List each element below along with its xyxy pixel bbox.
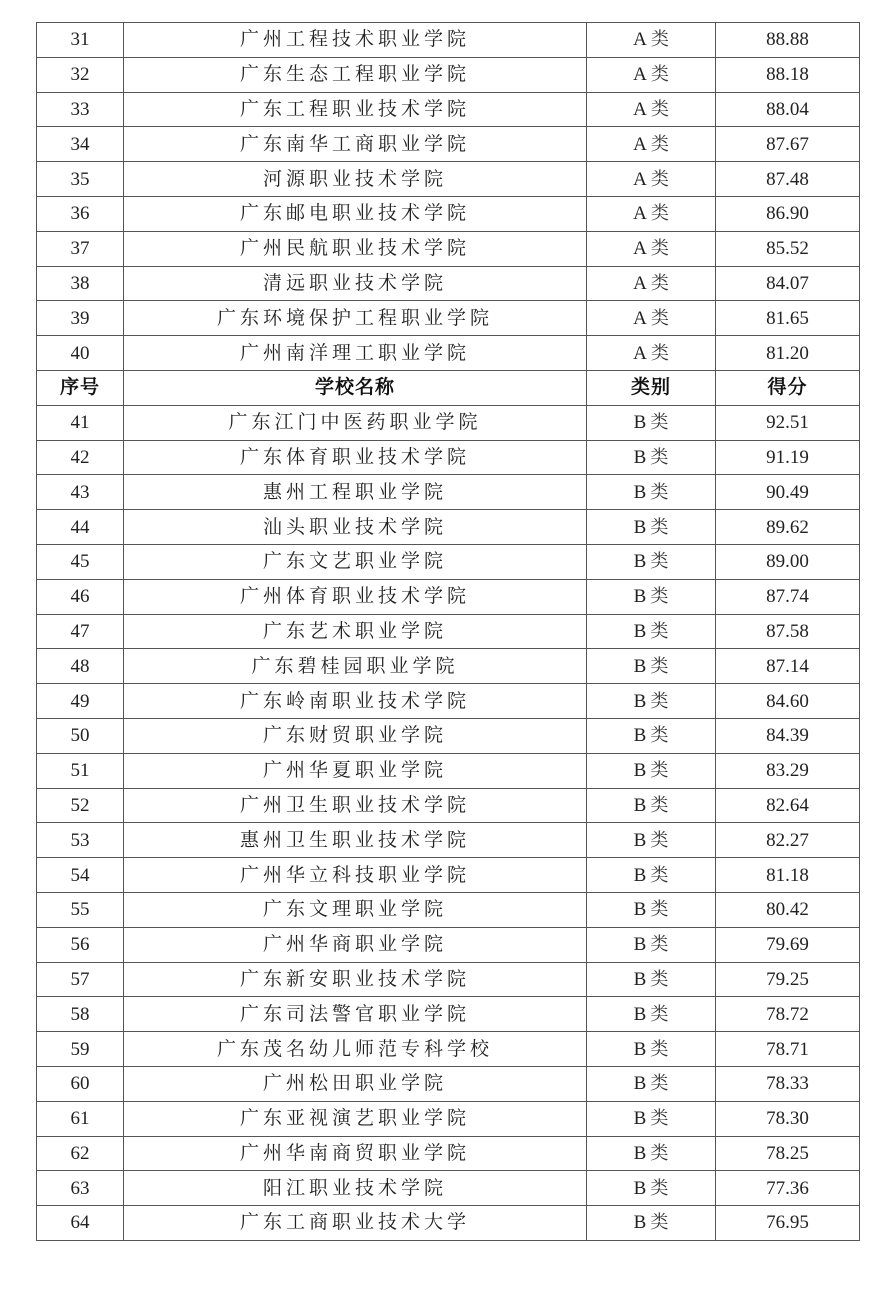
row-number: 45 — [37, 544, 124, 579]
category-letter: A — [633, 342, 647, 364]
header-no: 序号 — [37, 370, 124, 405]
table-row — [37, 510, 860, 545]
category-b-header — [37, 370, 860, 405]
category-letter: B — [633, 899, 647, 921]
score: 84.07 — [716, 266, 860, 301]
category-suffix: 类 — [650, 516, 669, 538]
table-row — [37, 127, 860, 162]
row-number: 42 — [37, 440, 124, 475]
category — [587, 57, 716, 92]
category-letter: B — [633, 446, 647, 468]
category-suffix: 类 — [650, 1003, 669, 1025]
row-number: 56 — [37, 927, 124, 962]
table-row — [37, 1206, 860, 1241]
table-header-row — [37, 370, 860, 405]
category-suffix: 类 — [650, 690, 669, 712]
school-name: 广东工程职业技术学院 — [124, 92, 587, 127]
category — [587, 1066, 716, 1101]
school-name: 广东体育职业技术学院 — [124, 440, 587, 475]
school-name: 广东邮电职业技术学院 — [124, 196, 587, 231]
category-letter: B — [633, 1142, 647, 1164]
score: 87.48 — [716, 162, 860, 197]
category-suffix: 类 — [650, 725, 669, 747]
school-name: 广东南华工商职业学院 — [124, 127, 587, 162]
school-name: 广州民航职业技术学院 — [124, 231, 587, 266]
score: 90.49 — [716, 475, 860, 510]
category-letter: B — [633, 1003, 647, 1025]
school-name: 广东亚视演艺职业学院 — [124, 1101, 587, 1136]
score: 88.04 — [716, 92, 860, 127]
category — [587, 753, 716, 788]
score: 81.65 — [716, 301, 860, 336]
category — [587, 892, 716, 927]
category-suffix: 类 — [650, 238, 669, 260]
category — [587, 614, 716, 649]
row-number: 59 — [37, 1032, 124, 1067]
category-letter: A — [633, 133, 647, 155]
score: 85.52 — [716, 231, 860, 266]
table-row — [37, 544, 860, 579]
category-letter: A — [633, 203, 647, 225]
category — [587, 997, 716, 1032]
school-name: 广东艺术职业学院 — [124, 614, 587, 649]
category — [587, 718, 716, 753]
category-letter: B — [633, 829, 647, 851]
category — [587, 823, 716, 858]
table-row — [37, 1066, 860, 1101]
table-row — [37, 1136, 860, 1171]
school-name: 广州华夏职业学院 — [124, 753, 587, 788]
category-letter: A — [633, 64, 647, 86]
score: 88.18 — [716, 57, 860, 92]
score: 82.64 — [716, 788, 860, 823]
category — [587, 405, 716, 440]
category — [587, 788, 716, 823]
table-row — [37, 196, 860, 231]
row-number: 38 — [37, 266, 124, 301]
category-letter: B — [633, 412, 647, 434]
table-row — [37, 997, 860, 1032]
category-letter: B — [633, 620, 647, 642]
school-name: 广东工商职业技术大学 — [124, 1206, 587, 1241]
row-number: 64 — [37, 1206, 124, 1241]
category-letter: B — [633, 655, 647, 677]
header-school-name: 学校名称 — [124, 370, 587, 405]
score: 78.33 — [716, 1066, 860, 1101]
category-suffix: 类 — [650, 655, 669, 677]
table-row — [37, 788, 860, 823]
category — [587, 266, 716, 301]
table-row — [37, 823, 860, 858]
category-a-rows — [37, 23, 860, 371]
score: 89.00 — [716, 544, 860, 579]
category-letter: A — [633, 307, 647, 329]
score: 89.62 — [716, 510, 860, 545]
category-letter: B — [633, 725, 647, 747]
category-letter: A — [633, 168, 647, 190]
category-letter: B — [633, 1212, 647, 1234]
category — [587, 1101, 716, 1136]
score: 83.29 — [716, 753, 860, 788]
school-name: 广东江门中医药职业学院 — [124, 405, 587, 440]
school-name: 广东岭南职业技术学院 — [124, 684, 587, 719]
school-name: 广州华商职业学院 — [124, 927, 587, 962]
school-name: 广东司法警官职业学院 — [124, 997, 587, 1032]
row-number: 50 — [37, 718, 124, 753]
score: 81.18 — [716, 858, 860, 893]
category-suffix: 类 — [650, 64, 669, 86]
score: 78.72 — [716, 997, 860, 1032]
table-row — [37, 684, 860, 719]
category-suffix: 类 — [650, 342, 669, 364]
category — [587, 23, 716, 58]
table-row — [37, 162, 860, 197]
category-suffix: 类 — [650, 968, 669, 990]
score: 79.69 — [716, 927, 860, 962]
table-row — [37, 892, 860, 927]
category — [587, 475, 716, 510]
school-name: 惠州卫生职业技术学院 — [124, 823, 587, 858]
school-name: 广东生态工程职业学院 — [124, 57, 587, 92]
category-letter: B — [633, 1177, 647, 1199]
row-number: 46 — [37, 579, 124, 614]
school-name: 广东茂名幼儿师范专科学校 — [124, 1032, 587, 1067]
category-letter: B — [633, 1073, 647, 1095]
category — [587, 858, 716, 893]
category-suffix: 类 — [650, 412, 669, 434]
category — [587, 1136, 716, 1171]
table-row — [37, 927, 860, 962]
category — [587, 162, 716, 197]
table-row — [37, 266, 860, 301]
table-row — [37, 1101, 860, 1136]
row-number: 40 — [37, 336, 124, 371]
category-letter: B — [633, 1038, 647, 1060]
row-number: 58 — [37, 997, 124, 1032]
school-name: 广州南洋理工职业学院 — [124, 336, 587, 371]
category — [587, 684, 716, 719]
category-suffix: 类 — [650, 1142, 669, 1164]
row-number: 34 — [37, 127, 124, 162]
category-suffix: 类 — [650, 446, 669, 468]
category-suffix: 类 — [650, 481, 669, 503]
category-suffix: 类 — [650, 794, 669, 816]
table-row — [37, 962, 860, 997]
category-letter: B — [633, 551, 647, 573]
school-name: 广东财贸职业学院 — [124, 718, 587, 753]
category-suffix: 类 — [650, 760, 669, 782]
row-number: 47 — [37, 614, 124, 649]
category-suffix: 类 — [650, 1038, 669, 1060]
category-suffix: 类 — [650, 272, 669, 294]
header-category: 类别 — [587, 370, 716, 405]
row-number: 36 — [37, 196, 124, 231]
school-name: 广州华南商贸职业学院 — [124, 1136, 587, 1171]
school-name: 惠州工程职业学院 — [124, 475, 587, 510]
category-suffix: 类 — [650, 551, 669, 573]
category — [587, 1206, 716, 1241]
header-score: 得分 — [716, 370, 860, 405]
table-row — [37, 57, 860, 92]
school-name: 广东文理职业学院 — [124, 892, 587, 927]
category-suffix: 类 — [650, 133, 669, 155]
row-number: 48 — [37, 649, 124, 684]
table-row — [37, 92, 860, 127]
score: 87.67 — [716, 127, 860, 162]
category-suffix: 类 — [650, 168, 669, 190]
category-suffix: 类 — [650, 1108, 669, 1130]
table-row — [37, 1032, 860, 1067]
table-row — [37, 1171, 860, 1206]
table-row — [37, 858, 860, 893]
score: 86.90 — [716, 196, 860, 231]
category — [587, 962, 716, 997]
table-row — [37, 336, 860, 371]
category-letter: B — [633, 760, 647, 782]
row-number: 33 — [37, 92, 124, 127]
score: 87.14 — [716, 649, 860, 684]
category — [587, 127, 716, 162]
category-letter: A — [633, 238, 647, 260]
category-suffix: 类 — [650, 307, 669, 329]
row-number: 41 — [37, 405, 124, 440]
category-suffix: 类 — [650, 829, 669, 851]
row-number: 51 — [37, 753, 124, 788]
category-letter: B — [633, 794, 647, 816]
school-name: 广东环境保护工程职业学院 — [124, 301, 587, 336]
category-letter: A — [633, 29, 647, 51]
category — [587, 92, 716, 127]
table-row — [37, 405, 860, 440]
row-number: 60 — [37, 1066, 124, 1101]
row-number: 53 — [37, 823, 124, 858]
category-suffix: 类 — [650, 864, 669, 886]
row-number: 62 — [37, 1136, 124, 1171]
category-suffix: 类 — [650, 29, 669, 51]
category-letter: B — [633, 968, 647, 990]
score: 92.51 — [716, 405, 860, 440]
category — [587, 927, 716, 962]
score: 82.27 — [716, 823, 860, 858]
score: 78.25 — [716, 1136, 860, 1171]
category — [587, 231, 716, 266]
table-row — [37, 475, 860, 510]
row-number: 57 — [37, 962, 124, 997]
school-name: 广州华立科技职业学院 — [124, 858, 587, 893]
category — [587, 196, 716, 231]
category — [587, 649, 716, 684]
row-number: 54 — [37, 858, 124, 893]
school-name: 汕头职业技术学院 — [124, 510, 587, 545]
row-number: 37 — [37, 231, 124, 266]
school-name: 阳江职业技术学院 — [124, 1171, 587, 1206]
score: 87.58 — [716, 614, 860, 649]
school-name: 河源职业技术学院 — [124, 162, 587, 197]
category — [587, 440, 716, 475]
category-letter: B — [633, 586, 647, 608]
category — [587, 301, 716, 336]
category — [587, 579, 716, 614]
score: 76.95 — [716, 1206, 860, 1241]
table-row — [37, 440, 860, 475]
category-b-rows — [37, 405, 860, 1240]
row-number: 61 — [37, 1101, 124, 1136]
row-number: 32 — [37, 57, 124, 92]
score: 81.20 — [716, 336, 860, 371]
school-name: 广州工程技术职业学院 — [124, 23, 587, 58]
score: 78.30 — [716, 1101, 860, 1136]
score: 77.36 — [716, 1171, 860, 1206]
table-row — [37, 614, 860, 649]
school-name: 广东新安职业技术学院 — [124, 962, 587, 997]
category-suffix: 类 — [650, 1177, 669, 1199]
score: 87.74 — [716, 579, 860, 614]
row-number: 43 — [37, 475, 124, 510]
school-name: 广州卫生职业技术学院 — [124, 788, 587, 823]
category-suffix: 类 — [650, 203, 669, 225]
row-number: 35 — [37, 162, 124, 197]
table-row — [37, 753, 860, 788]
category-letter: B — [633, 516, 647, 538]
school-name: 广州松田职业学院 — [124, 1066, 587, 1101]
category-suffix: 类 — [650, 899, 669, 921]
table-row — [37, 301, 860, 336]
category — [587, 1032, 716, 1067]
row-number: 63 — [37, 1171, 124, 1206]
score: 88.88 — [716, 23, 860, 58]
score: 80.42 — [716, 892, 860, 927]
row-number: 52 — [37, 788, 124, 823]
category — [587, 510, 716, 545]
category-suffix: 类 — [650, 620, 669, 642]
score: 79.25 — [716, 962, 860, 997]
row-number: 31 — [37, 23, 124, 58]
category-letter: A — [633, 272, 647, 294]
row-number: 49 — [37, 684, 124, 719]
category-letter: B — [633, 1108, 647, 1130]
school-name: 广州体育职业技术学院 — [124, 579, 587, 614]
school-name: 广东碧桂园职业学院 — [124, 649, 587, 684]
category-letter: B — [633, 690, 647, 712]
row-number: 44 — [37, 510, 124, 545]
row-number: 39 — [37, 301, 124, 336]
category — [587, 544, 716, 579]
category-suffix: 类 — [650, 1073, 669, 1095]
table-row — [37, 718, 860, 753]
table-row — [37, 23, 860, 58]
school-name: 清远职业技术学院 — [124, 266, 587, 301]
category-suffix: 类 — [650, 1212, 669, 1234]
category-letter: B — [633, 481, 647, 503]
score: 78.71 — [716, 1032, 860, 1067]
school-name: 广东文艺职业学院 — [124, 544, 587, 579]
category-letter: B — [633, 864, 647, 886]
table-row — [37, 579, 860, 614]
category-letter: B — [633, 934, 647, 956]
category-letter: A — [633, 98, 647, 120]
score: 84.39 — [716, 718, 860, 753]
category-suffix: 类 — [650, 586, 669, 608]
category-suffix: 类 — [650, 98, 669, 120]
score: 84.60 — [716, 684, 860, 719]
table-row — [37, 231, 860, 266]
category-suffix: 类 — [650, 934, 669, 956]
row-number: 55 — [37, 892, 124, 927]
score: 91.19 — [716, 440, 860, 475]
school-score-table — [36, 22, 860, 1241]
category — [587, 336, 716, 371]
table-row — [37, 649, 860, 684]
category — [587, 1171, 716, 1206]
